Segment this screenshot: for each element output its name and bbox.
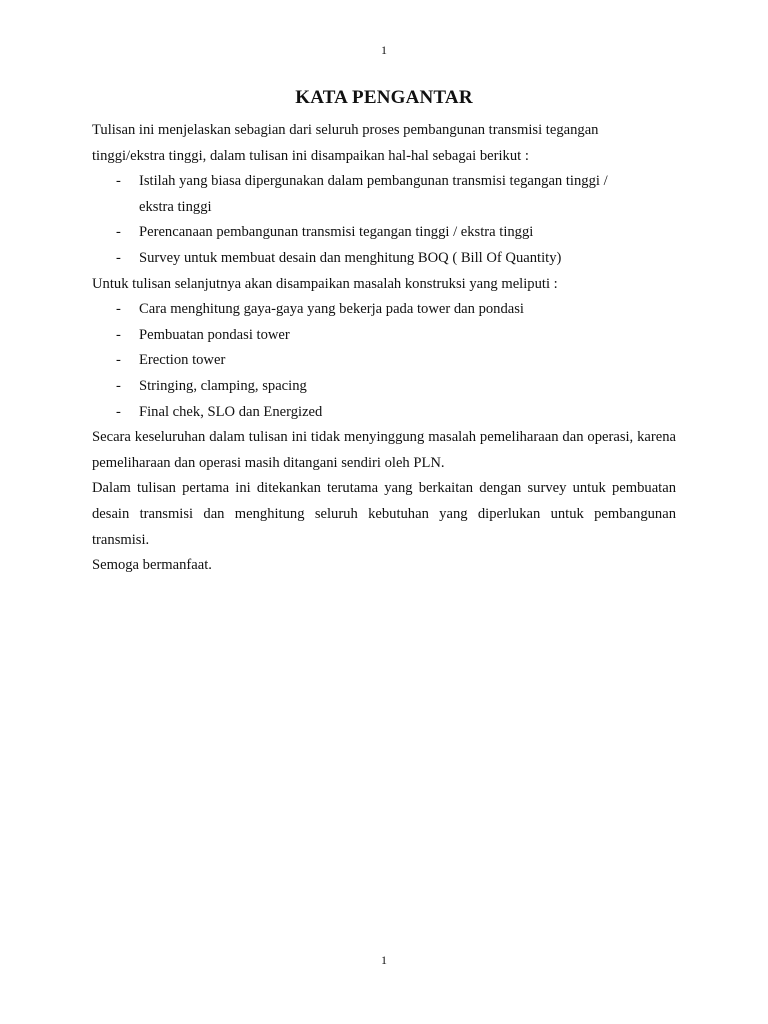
document-body <box>92 118 676 579</box>
construction-list <box>92 297 676 425</box>
list-item-text: Cara menghitung gaya-gaya yang bekerja pada tower dan pondasi <box>139 301 524 318</box>
list-item-text: Perencanaan pembangunan transmisi tegangan tinggi / ekstra tinggi <box>139 224 534 241</box>
page-number-top: 1 <box>381 43 387 57</box>
list-dash: - <box>116 326 121 343</box>
list-dash: - <box>116 224 121 241</box>
list-item <box>92 246 676 272</box>
list-dash: - <box>116 352 121 369</box>
list-item-text: Erection tower <box>139 352 226 369</box>
list-dash: - <box>116 301 121 318</box>
topics-list <box>92 169 676 271</box>
page-number-bottom: 1 <box>381 953 387 967</box>
list-item-text: Final chek, SLO dan Energized <box>139 403 323 420</box>
list-item-text: Stringing, clamping, spacing <box>139 377 307 394</box>
list-dash: - <box>116 377 121 394</box>
next-topics-paragraph: Untuk tulisan selanjutnya akan disampaikan masalah konstruksi yang meliputi : <box>92 275 558 292</box>
list-item <box>92 297 676 323</box>
list-item <box>92 220 676 246</box>
page-title: KATA PENGANTAR <box>295 87 473 108</box>
list-item <box>92 348 676 374</box>
scope-paragraph: Secara keseluruhan dalam tulisan ini tidak menyinggung masalah pemeliharaan dan operasi, karena pemeliharaan dan operasi masih ditangani sendiri oleh PLN. <box>92 429 676 471</box>
list-dash: - <box>116 403 121 420</box>
closing-line: Semoga bermanfaat. <box>92 557 212 574</box>
list-item <box>92 374 676 400</box>
list-item <box>92 169 644 220</box>
list-dash: - <box>116 249 121 266</box>
list-item <box>92 323 676 349</box>
list-item <box>92 400 676 426</box>
list-item-text: Survey untuk membuat desain dan menghitung BOQ ( Bill Of Quantity) <box>139 249 562 266</box>
list-dash: - <box>116 173 121 190</box>
intro-paragraph: Tulisan ini menjelaskan sebagian dari seluruh proses pembangunan transmisi tegangan tinggi/ekstra tinggi, dalam tulisan ini disampaikan hal-hal sebagai berikut : <box>92 122 599 164</box>
list-item-text: Istilah yang biasa dipergunakan dalam pembangunan transmisi tegangan tinggi / ekstra tinggi <box>139 173 608 215</box>
list-item-text: Pembuatan pondasi tower <box>139 326 290 343</box>
focus-paragraph: Dalam tulisan pertama ini ditekankan terutama yang berkaitan dengan survey untuk pembuatan desain transmisi dan menghitung seluruh kebutuhan yang diperlukan untuk pembangunan transmisi. <box>92 480 676 548</box>
